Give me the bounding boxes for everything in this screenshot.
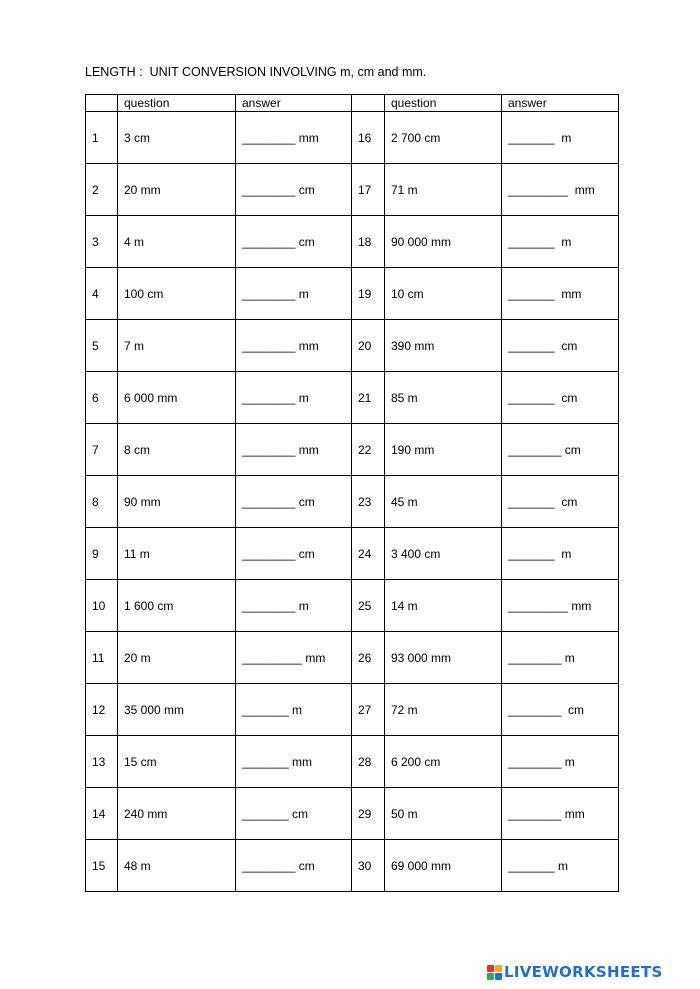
question-cell: 6 200 cm bbox=[385, 736, 502, 788]
row-number: 8 bbox=[86, 476, 118, 528]
row-number: 28 bbox=[352, 736, 385, 788]
question-cell: 7 m bbox=[118, 320, 236, 372]
question-cell: 93 000 mm bbox=[385, 632, 502, 684]
question-cell: 69 000 mm bbox=[385, 840, 502, 892]
header-answer: answer bbox=[236, 95, 352, 112]
logo-square-orange bbox=[495, 965, 502, 972]
question-cell: 85 m bbox=[385, 372, 502, 424]
table-row bbox=[86, 840, 619, 892]
row-number: 3 bbox=[86, 216, 118, 268]
answer-blank[interactable]: _________ mm bbox=[502, 164, 619, 216]
conversion-table bbox=[85, 94, 619, 892]
row-number: 13 bbox=[86, 736, 118, 788]
answer-blank[interactable]: ________ cm bbox=[502, 424, 619, 476]
answer-blank[interactable]: ________ cm bbox=[236, 216, 352, 268]
header-answer: answer bbox=[502, 95, 619, 112]
header-number-cell bbox=[352, 95, 385, 112]
row-number: 25 bbox=[352, 580, 385, 632]
answer-blank[interactable]: _________ mm bbox=[236, 632, 352, 684]
row-number: 17 bbox=[352, 164, 385, 216]
answer-blank[interactable]: ________ cm bbox=[236, 840, 352, 892]
question-cell: 15 cm bbox=[118, 736, 236, 788]
header-number-cell bbox=[86, 95, 118, 112]
answer-blank[interactable]: ________ mm bbox=[502, 788, 619, 840]
row-number: 22 bbox=[352, 424, 385, 476]
row-number: 21 bbox=[352, 372, 385, 424]
answer-blank[interactable]: ________ m bbox=[236, 580, 352, 632]
answer-blank[interactable]: _______ cm bbox=[502, 372, 619, 424]
row-number: 5 bbox=[86, 320, 118, 372]
row-number: 12 bbox=[86, 684, 118, 736]
question-cell: 11 m bbox=[118, 528, 236, 580]
answer-blank[interactable]: ________ cm bbox=[236, 164, 352, 216]
logo-square-green bbox=[487, 973, 494, 980]
header-question: question bbox=[385, 95, 502, 112]
question-cell: 190 mm bbox=[385, 424, 502, 476]
question-cell: 390 mm bbox=[385, 320, 502, 372]
question-cell: 3 cm bbox=[118, 112, 236, 164]
answer-blank[interactable]: _______ m bbox=[502, 112, 619, 164]
row-number: 16 bbox=[352, 112, 385, 164]
question-cell: 90 mm bbox=[118, 476, 236, 528]
question-cell: 2 700 cm bbox=[385, 112, 502, 164]
answer-blank[interactable]: _______ m bbox=[502, 528, 619, 580]
answer-blank[interactable]: _______ cm bbox=[502, 320, 619, 372]
question-cell: 20 mm bbox=[118, 164, 236, 216]
question-cell: 240 mm bbox=[118, 788, 236, 840]
question-cell: 48 m bbox=[118, 840, 236, 892]
row-number: 2 bbox=[86, 164, 118, 216]
answer-blank[interactable]: ________ cm bbox=[236, 476, 352, 528]
question-cell: 10 cm bbox=[385, 268, 502, 320]
row-number: 10 bbox=[86, 580, 118, 632]
table-row bbox=[86, 216, 619, 268]
table-row bbox=[86, 424, 619, 476]
row-number: 27 bbox=[352, 684, 385, 736]
question-cell: 45 m bbox=[385, 476, 502, 528]
question-cell: 6 000 mm bbox=[118, 372, 236, 424]
question-cell: 50 m bbox=[385, 788, 502, 840]
row-number: 15 bbox=[86, 840, 118, 892]
row-number: 1 bbox=[86, 112, 118, 164]
question-cell: 4 m bbox=[118, 216, 236, 268]
answer-blank[interactable]: ________ m bbox=[236, 372, 352, 424]
row-number: 30 bbox=[352, 840, 385, 892]
answer-blank[interactable]: ________ m bbox=[236, 268, 352, 320]
table-row bbox=[86, 736, 619, 788]
row-number: 14 bbox=[86, 788, 118, 840]
table-row bbox=[86, 528, 619, 580]
answer-blank[interactable]: ________ mm bbox=[236, 112, 352, 164]
row-number: 20 bbox=[352, 320, 385, 372]
question-cell: 90 000 mm bbox=[385, 216, 502, 268]
answer-blank[interactable]: ________ cm bbox=[236, 528, 352, 580]
row-number: 26 bbox=[352, 632, 385, 684]
question-cell: 14 m bbox=[385, 580, 502, 632]
answer-blank[interactable]: ________ m bbox=[502, 736, 619, 788]
table-row bbox=[86, 684, 619, 736]
table-row bbox=[86, 476, 619, 528]
header-question: question bbox=[118, 95, 236, 112]
row-number: 29 bbox=[352, 788, 385, 840]
answer-blank[interactable]: ________ mm bbox=[236, 320, 352, 372]
table-row bbox=[86, 268, 619, 320]
answer-blank[interactable]: _______ m bbox=[236, 684, 352, 736]
table-body bbox=[86, 95, 619, 892]
question-cell: 72 m bbox=[385, 684, 502, 736]
answer-blank[interactable]: ________ mm bbox=[236, 424, 352, 476]
question-cell: 71 m bbox=[385, 164, 502, 216]
table-row bbox=[86, 112, 619, 164]
table-row bbox=[86, 320, 619, 372]
question-cell: 35 000 mm bbox=[118, 684, 236, 736]
table-row bbox=[86, 164, 619, 216]
question-cell: 100 cm bbox=[118, 268, 236, 320]
answer-blank[interactable]: _________ mm bbox=[502, 580, 619, 632]
row-number: 6 bbox=[86, 372, 118, 424]
row-number: 19 bbox=[352, 268, 385, 320]
question-cell: 1 600 cm bbox=[118, 580, 236, 632]
row-number: 18 bbox=[352, 216, 385, 268]
logo-square-blue bbox=[495, 973, 502, 980]
row-number: 4 bbox=[86, 268, 118, 320]
answer-blank[interactable]: ________ cm bbox=[502, 684, 619, 736]
logo-square-red bbox=[487, 965, 494, 972]
table-row bbox=[86, 580, 619, 632]
row-number: 24 bbox=[352, 528, 385, 580]
table-row bbox=[86, 632, 619, 684]
row-number: 11 bbox=[86, 632, 118, 684]
liveworksheets-logo bbox=[487, 963, 663, 981]
answer-blank[interactable]: _______ cm bbox=[236, 788, 352, 840]
table-row bbox=[86, 788, 619, 840]
table-header-row bbox=[86, 95, 619, 112]
answer-blank[interactable]: ________ m bbox=[502, 632, 619, 684]
row-number: 23 bbox=[352, 476, 385, 528]
answer-blank[interactable]: _______ cm bbox=[502, 476, 619, 528]
table-row bbox=[86, 372, 619, 424]
answer-blank[interactable]: _______ m bbox=[502, 216, 619, 268]
row-number: 9 bbox=[86, 528, 118, 580]
row-number: 7 bbox=[86, 424, 118, 476]
answer-blank[interactable]: _______ mm bbox=[502, 268, 619, 320]
question-cell: 8 cm bbox=[118, 424, 236, 476]
logo-text: LIVEWORKSHEETS bbox=[504, 963, 663, 981]
question-cell: 20 m bbox=[118, 632, 236, 684]
answer-blank[interactable]: _______ m bbox=[502, 840, 619, 892]
logo-grid-icon bbox=[487, 965, 502, 980]
worksheet-title: LENGTH : UNIT CONVERSION INVOLVING m, cm and mm. bbox=[85, 65, 427, 79]
answer-blank[interactable]: _______ mm bbox=[236, 736, 352, 788]
question-cell: 3 400 cm bbox=[385, 528, 502, 580]
